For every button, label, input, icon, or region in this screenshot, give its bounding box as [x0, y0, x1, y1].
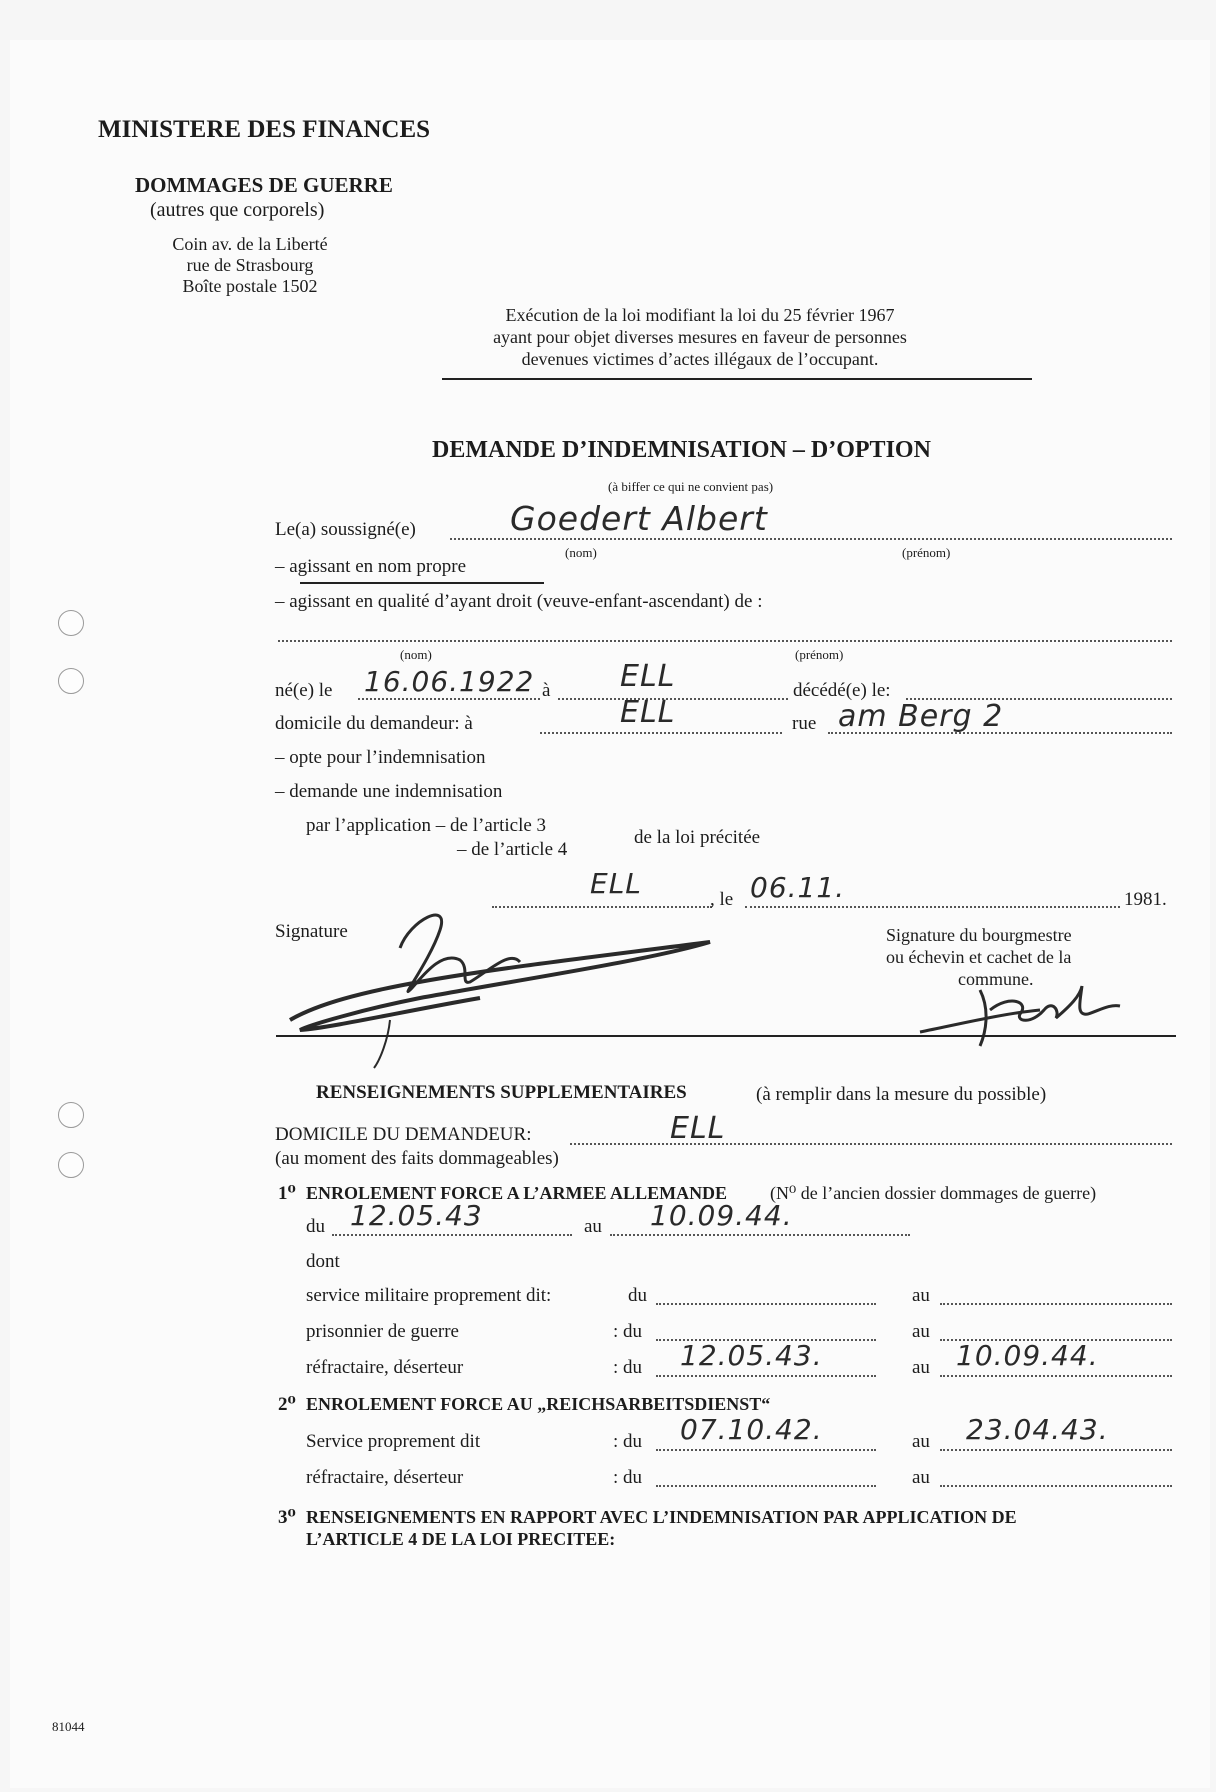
law-line: ayant pour objet diverses mesures en faveur de personnes: [493, 327, 907, 347]
le-label: , le: [710, 889, 734, 910]
ne-date-handwritten[interactable]: 16.06.1922: [364, 665, 535, 698]
colon-du-label: : du: [613, 1467, 643, 1488]
suppl-domicile-handwritten[interactable]: ELL: [670, 1111, 726, 1146]
punch-hole: [58, 1102, 84, 1128]
applicant-signature: [290, 890, 720, 1070]
dotted-line: [940, 1485, 1172, 1487]
form-code: 81044: [52, 1719, 85, 1734]
du-label: du: [628, 1285, 647, 1306]
s1-au-dotted-line: [610, 1234, 910, 1236]
domicile-handwritten[interactable]: ELL: [620, 695, 676, 730]
s2-au-handwritten[interactable]: 23.04.43.: [966, 1413, 1109, 1446]
bourgmestre-line: ou échevin et cachet de la: [886, 947, 1072, 967]
domicile-label: domicile du demandeur: à: [275, 713, 473, 734]
suppl-title: RENSEIGNEMENTS SUPPLEMENTAIRES: [316, 1082, 687, 1103]
soussigne-dotted-line: [450, 538, 1172, 540]
section-1-note: (N⁰ de l’ancien dossier dommages de guerre): [770, 1183, 1097, 1203]
prisonnier-label: prisonnier de guerre: [306, 1321, 459, 1342]
year: 1981.: [1124, 889, 1167, 910]
dotted-line: [940, 1303, 1172, 1305]
section-3-number: 3⁰: [278, 1507, 296, 1528]
option-ayant-droit: – agissant en qualité d’ayant droit (veuve-enfant-ascendant) de :: [275, 591, 763, 612]
form-page: [10, 40, 1210, 1788]
nom-hint: (nom): [400, 647, 432, 662]
s1-du-handwritten[interactable]: 12.05.43: [350, 1199, 483, 1232]
section-3-line: L’ARTICLE 4 DE LA LOI PRECITEE:: [306, 1529, 616, 1549]
suppl-title-note: (à remplir dans la mesure du possible): [756, 1084, 1047, 1105]
soussigne-handwritten[interactable]: Goedert Albert: [510, 499, 768, 538]
ayant-droit-dotted-line: [278, 640, 1172, 642]
date-handwritten[interactable]: 06.11.: [750, 871, 846, 904]
lieu-handwritten[interactable]: ELL: [590, 867, 642, 900]
divider: [276, 1035, 1176, 1037]
au-label: au: [912, 1467, 930, 1488]
bourgmestre-line: Signature du bourgmestre: [886, 925, 1072, 945]
service-militaire-label: service militaire proprement dit:: [306, 1285, 552, 1306]
suppl-domicile-note: (au moment des faits dommageables): [275, 1148, 559, 1169]
law-line: Exécution de la loi modifiant la loi du 25 février 1967: [505, 305, 895, 325]
suppl-domicile-dotted-line: [570, 1143, 1172, 1145]
ne-date-dotted-line: [358, 698, 540, 700]
ref1-au-handwritten[interactable]: 10.09.44.: [956, 1339, 1099, 1372]
au-label: au: [912, 1357, 930, 1378]
section-3-line: RENSEIGNEMENTS EN RAPPORT AVEC L’INDEMNISATION PAR APPLICATION DE: [306, 1507, 1017, 1527]
par-application: par l’application – de l’article 3: [306, 815, 547, 836]
option-nom-propre: – agissant en nom propre: [275, 556, 467, 577]
colon-du-label: : du: [613, 1431, 643, 1452]
address-line: Boîte postale 1502: [182, 276, 318, 296]
punch-hole: [58, 668, 84, 694]
section-1-number: 1⁰: [278, 1183, 296, 1204]
colon-du-label: : du: [613, 1321, 643, 1342]
loi-precitee: de la loi précitée: [634, 827, 761, 848]
date-dotted-line: [745, 906, 1120, 908]
form-title: DEMANDE D’INDEMNISATION – D’OPTION: [432, 437, 931, 463]
ne-lieu-handwritten[interactable]: ELL: [620, 659, 676, 694]
du-label: du: [306, 1216, 325, 1237]
department-title: DOMMAGES DE GUERRE: [135, 173, 393, 197]
dotted-line: [656, 1375, 876, 1377]
s1-du-dotted-line: [332, 1234, 572, 1236]
au-label: au: [912, 1285, 930, 1306]
dotted-line: [940, 1375, 1172, 1377]
address-line: rue de Strasbourg: [186, 255, 314, 275]
dont-label: dont: [306, 1251, 340, 1272]
signature-label: Signature: [275, 921, 348, 942]
s2-du-handwritten[interactable]: 07.10.42.: [680, 1413, 823, 1446]
decede-label: décédé(e) le:: [793, 680, 891, 701]
underline-nom-propre: [300, 582, 544, 584]
refractaire-label: réfractaire, déserteur: [306, 1467, 464, 1488]
dotted-line: [656, 1485, 876, 1487]
punch-hole: [58, 610, 84, 636]
au-label: au: [912, 1431, 930, 1452]
prenom-hint: (prénom): [795, 647, 844, 662]
dotted-line: [940, 1449, 1172, 1451]
department-subtitle: (autres que corporels): [150, 199, 325, 221]
punch-hole: [58, 1152, 84, 1178]
suppl-domicile-label: DOMICILE DU DEMANDEUR:: [275, 1124, 532, 1145]
bourgmestre-line: commune.: [958, 969, 1034, 989]
ministry-title: MINISTERE DES FINANCES: [98, 116, 431, 143]
dotted-line: [656, 1449, 876, 1451]
opte-line: – opte pour l’indemnisation: [275, 747, 486, 768]
section-1-title: ENROLEMENT FORCE A L’ARMEE ALLEMANDE: [306, 1183, 728, 1203]
prenom-hint: (prénom): [902, 545, 951, 560]
address-line: Coin av. de la Liberté: [172, 234, 328, 254]
rue-handwritten[interactable]: am Berg 2: [838, 699, 1004, 734]
ne-label: né(e) le: [275, 680, 333, 701]
au-label: au: [912, 1321, 930, 1342]
demande-line: – demande une indemnisation: [275, 781, 503, 802]
divider: [442, 378, 1032, 380]
service-propre-label: Service proprement dit: [306, 1431, 481, 1452]
biffer-note: (à biffer ce qui ne convient pas): [608, 479, 774, 494]
s1-au-handwritten[interactable]: 10.09.44.: [650, 1199, 793, 1232]
nom-hint: (nom): [565, 545, 597, 560]
soussigne-label: Le(a) soussigné(e): [275, 519, 416, 540]
ref1-du-handwritten[interactable]: 12.05.43.: [680, 1339, 823, 1372]
article-4: – de l’article 4: [457, 839, 568, 860]
section-2-title: ENROLEMENT FORCE AU „REICHSARBEITSDIENST“: [306, 1394, 771, 1414]
au-label: au: [584, 1216, 602, 1237]
dotted-line: [656, 1303, 876, 1305]
section-2-number: 2⁰: [278, 1394, 296, 1415]
domicile-dotted-line: [540, 732, 782, 734]
refractaire-label: réfractaire, déserteur: [306, 1357, 464, 1378]
mayor-signature: [920, 980, 1130, 1050]
rue-label: rue: [792, 713, 817, 734]
a-label: à: [542, 680, 551, 701]
colon-du-label: : du: [613, 1357, 643, 1378]
law-line: devenues victimes d’actes illégaux de l’occupant.: [521, 349, 879, 369]
